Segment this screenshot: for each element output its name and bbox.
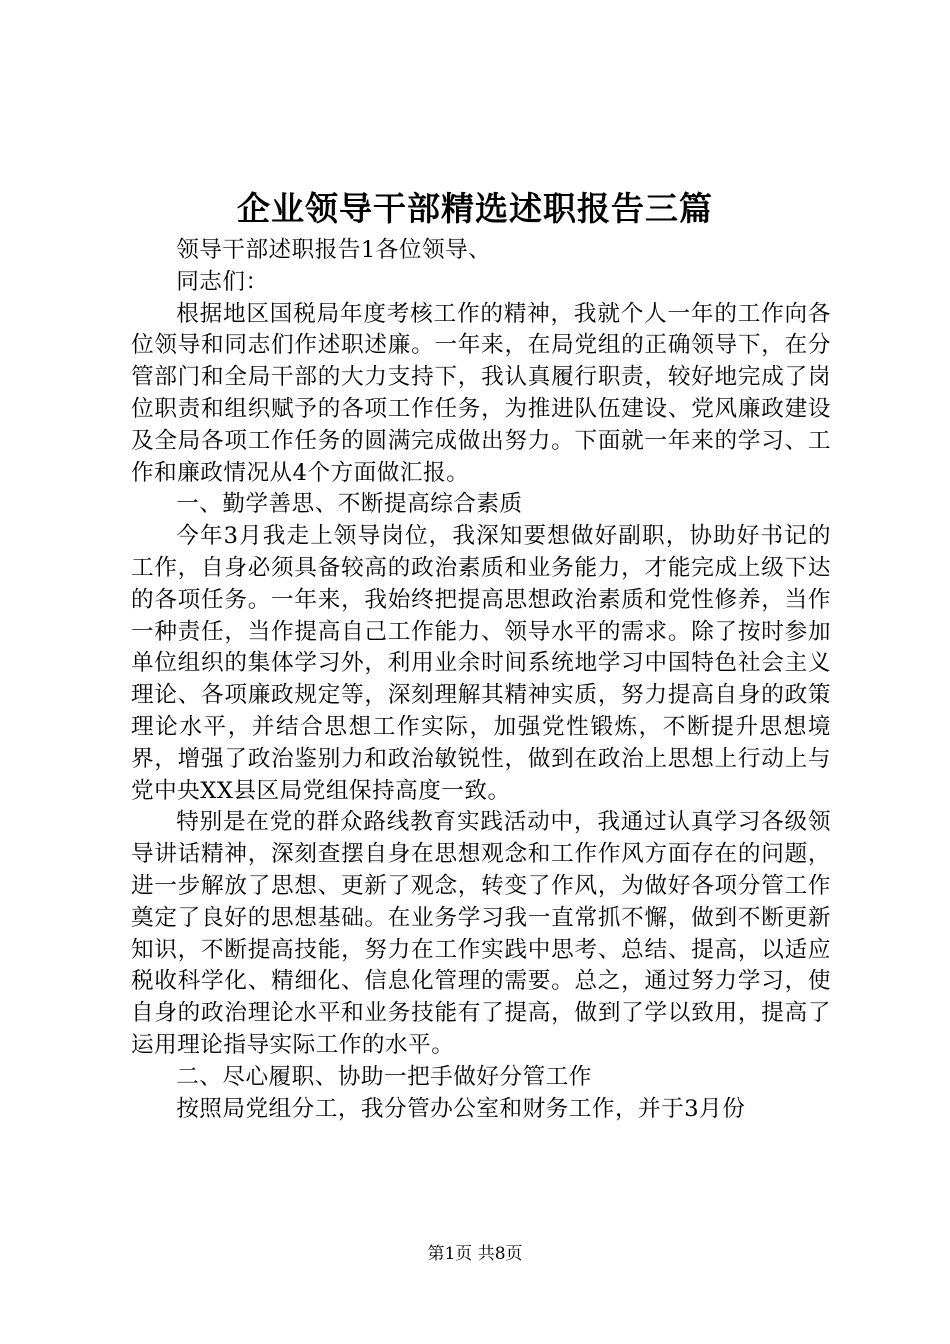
document-title: 企业领导干部精选述职报告三篇: [237, 189, 713, 228]
paragraph-study: 今年3月我走上领导岗位，我深知要想做好副职，协助好书记的工作，自身必须具备较高的政治素质和业务能力，才能完成上级下达的各项任务。一年来，我始终把提高思想政治素质和党性修养，当作一种责任，当作提高自己工作能力、领导水平的需求。除了按时参加单位组织的集体学习外，利用业余时间系统地学习中国特色社会主义理论、各项廉政规定等，深刻理解其精神实质，努力提高自身的政策理论水平，并结合思想工作实际，加强党性锻炼，不断提升思想境界，增强了政治鉴别力和政治敏锐性，做到在政治上思想上行动上与党中央XX县区局党组保持高度一致。: [131, 523, 831, 804]
paragraph-practice: 特别是在党的群众路线教育实践活动中，我通过认真学习各级领导讲话精神，深刻查摆自身在思想观念和工作作风方面存在的问题，进一步解放了思想、更新了观念，转变了作风，为做好各项分管工作奠定了良好的思想基础。在业务学习我一直常抓不懈，做到不断更新知识，不断提高技能，努力在工作实践中思考、总结、提高，以适应税收科学化、精细化、信息化管理的需要。总之，通过努力学习，使自身的政治理论水平和业务技能有了提高，做到了学以致用，提高了运用理论指导实际工作的水平。: [131, 809, 831, 1058]
section-heading-2: 二、尽心履职、协助一把手做好分管工作: [176, 1063, 592, 1090]
document-body: [131, 235, 831, 1125]
paragraph-intro: 根据地区国税局年度考核工作的精神，我就个人一年的工作向各位领导和同志们作述职述廉。一年来，在局党组的正确领导下，在分管部门和全局干部的大力支持下，我认真履行职责，较好地完成了岗位职责和组织赋予的各项工作任务，为推进队伍建设、党风廉政建设及全局各项工作任务的圆满完成做出努力。下面就一年来的学习、工作和廉政情况从4个方面做汇报。: [131, 300, 831, 486]
paragraph-salutation-2: 同志们：: [176, 268, 269, 295]
paragraph-salutation-1: 领导干部述职报告1各位领导、: [176, 237, 492, 263]
section-heading-1: 一、勤学善思、不断提高综合素质: [176, 491, 523, 518]
page-number-footer: 第1页 共8页: [427, 1244, 523, 1264]
paragraph-duties: 按照局党组分工，我分管办公室和财务工作，并于3月份: [176, 1095, 746, 1122]
